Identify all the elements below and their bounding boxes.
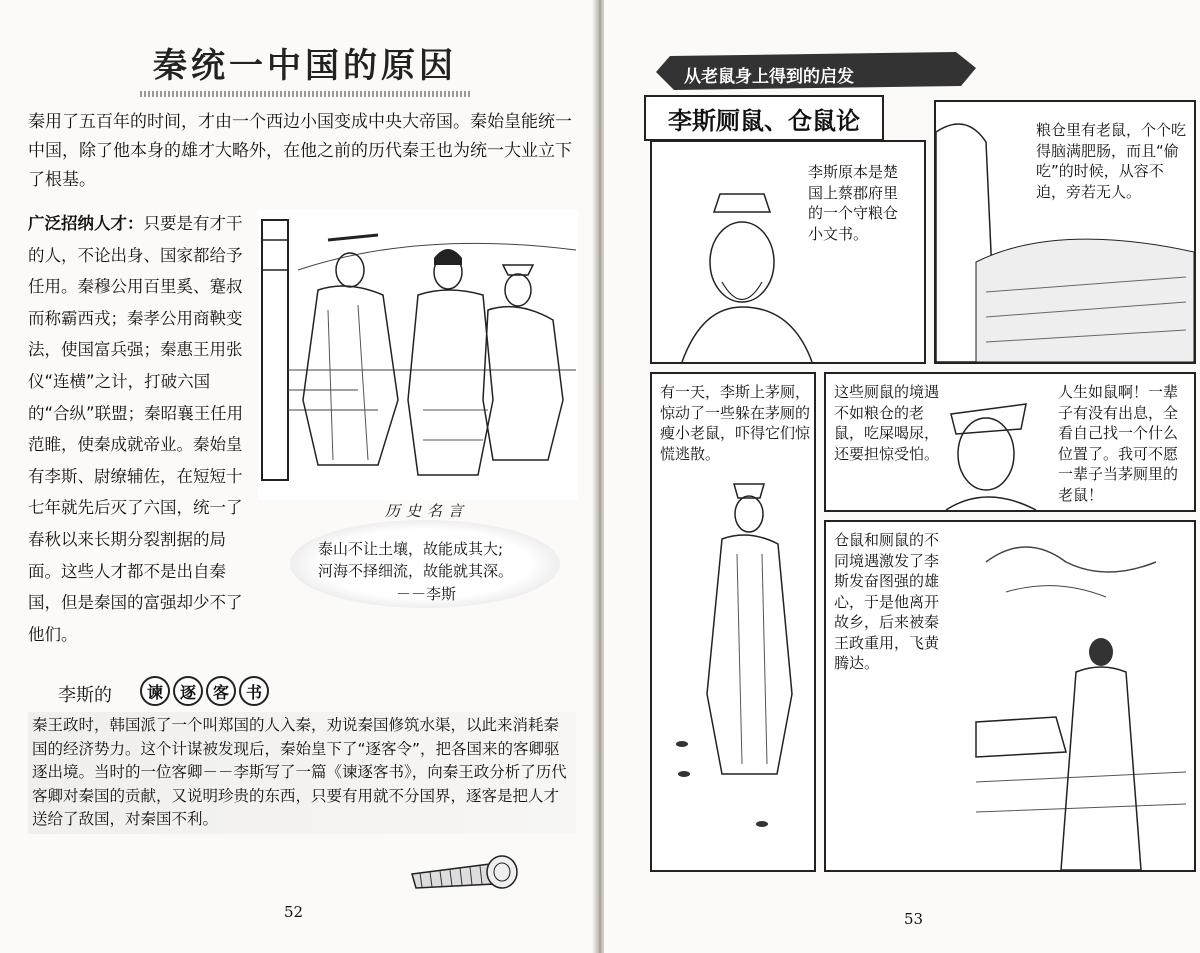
panel-1-caption: 李斯原本是楚国上蔡郡府里的一个守粮仓小文书。 — [808, 162, 912, 244]
page-title: 秦统一中国的原因 — [120, 38, 490, 97]
panel-4-caption: 这些厕鼠的境遇不如粮仓的老鼠，吃屎喝尿，还要担惊受怕。 — [834, 382, 942, 464]
talent-body: 只要是有才干的人，不论出身、国家都给予任用。秦穆公用百里奚、蹇叔而称霸西戎；秦孝公用商鞅变法，使国富兵强；秦惠王用张仪“连横”之计，打破六国的“合纵”联盟；秦昭襄王任用范睢，使秦成就帝业。秦始皇有李斯、尉缭辅佐，在短短十七年就先后灭了六国，统一了春秋以来长期分裂割据的局面。这些人才都不是出自秦国，但是秦国的富强却少不了他们。 — [28, 214, 244, 644]
comic-panel-1 — [650, 140, 926, 364]
talent-paragraph — [28, 208, 250, 650]
title-char-2: 逐 — [173, 676, 203, 706]
court-illustration — [258, 210, 578, 500]
panel-4-speech: 人生如鼠啊！一辈子有没有出息，全看自己找一个什么位置了。我可不愿一辈子当茅厕里的老鼠！ — [1058, 382, 1188, 505]
panel-2-caption: 粮仓里有老鼠，个个吃得脑满肥肠，而且“偷吃”的时候，从容不迫，旁若无人。 — [1036, 121, 1187, 201]
quote-line-2: 河海不择细流，故能就其深。 — [318, 562, 514, 580]
comic-heading: 李斯厕鼠、仓鼠论 — [644, 95, 884, 141]
quote-author: －－李斯 — [396, 585, 457, 603]
intro-paragraph: 秦用了五百年的时间，才由一个西边小国变成中央大帝国。秦始皇能统一中国，除了他本身的雄才大略外，在他之前的历代秦王也为统一大业立下了根基。 — [28, 112, 572, 190]
bamboo-scroll-icon — [410, 850, 520, 890]
title-char-1: 谏 — [140, 676, 170, 706]
page-number-right: 53 — [904, 910, 924, 928]
sub-section-title — [140, 676, 269, 706]
story-paragraph: 秦王政时，韩国派了一个叫郑国的人入秦，劝说秦国修筑水渠，以此来消耗秦国的经济势力。这个计谋被发现后，秦始皇下了“逐客令”，把各国来的客卿驱逐出境。当时的一位客卿－－李斯写了一篇《谏逐客书》，向秦王政分析了历代客卿对秦国的贡献，又说明珍贵的东西，只要有用就不分国界，逐客是把人才送给了敌国，对秦国不利。 — [28, 712, 576, 834]
sub-section-label: 李斯的 — [58, 685, 112, 706]
quote-title: 历史名言 — [385, 502, 470, 520]
comic-panel-3 — [650, 372, 816, 872]
banner-text: 从老鼠身上得到的启发 — [684, 67, 854, 87]
comic-panel-2 — [934, 100, 1196, 364]
panel-5-caption: 仓鼠和厕鼠的不同境遇激发了李斯发奋图强的雄心，于是他离开故乡，后来被秦王政重用，飞黄腾达。 — [834, 530, 944, 674]
right-page — [604, 0, 1200, 953]
quote-text — [318, 538, 558, 582]
page-number-left: 52 — [284, 903, 304, 921]
talent-heading: 广泛招纳人才： — [28, 214, 144, 233]
title-char-4: 书 — [239, 676, 269, 706]
title-char-3: 客 — [206, 676, 236, 706]
quote-line-1: 泰山不让土壤，故能成其大; — [318, 540, 504, 558]
panel-3-caption: 有一天，李斯上茅厕，惊动了一些躲在茅厕的瘦小老鼠，吓得它们惊慌逃散。 — [660, 383, 811, 463]
left-page — [0, 0, 596, 953]
comic-panel-4 — [824, 372, 1196, 512]
comic-panel-5 — [824, 520, 1196, 872]
